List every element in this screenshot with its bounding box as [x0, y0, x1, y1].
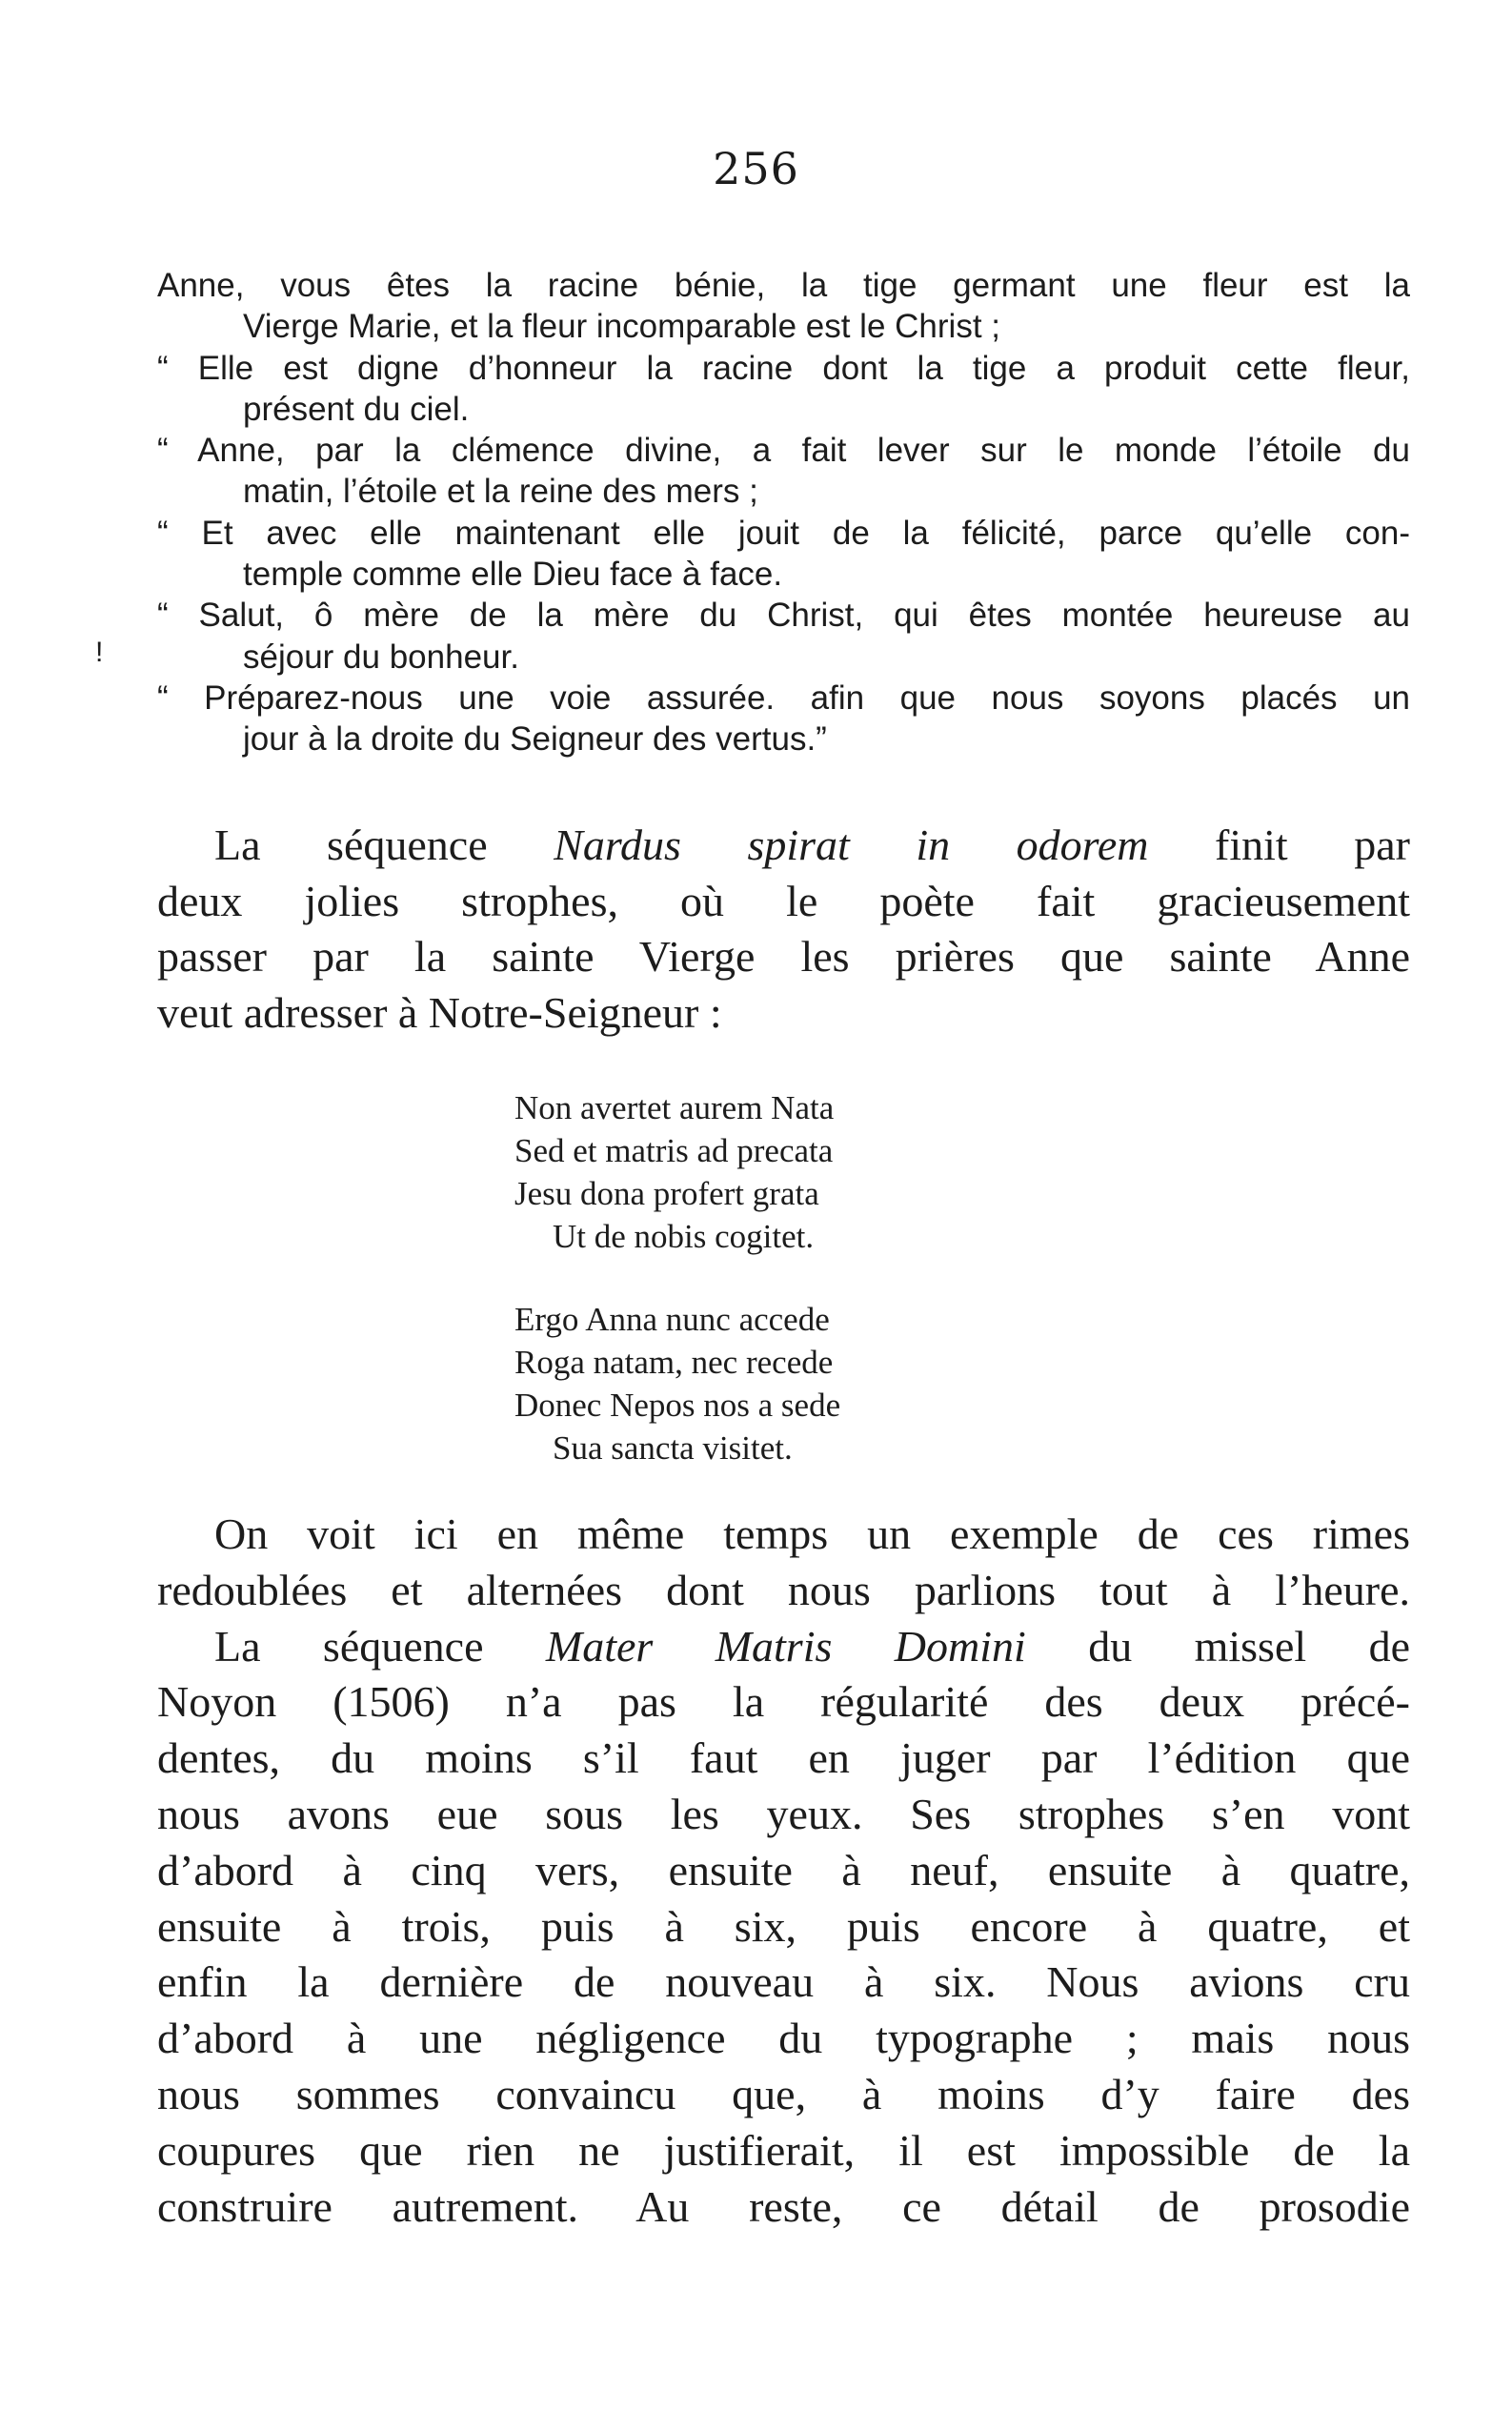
quote-line: temple comme elle Dieu face à face.: [243, 556, 783, 594]
paragraph-line: enfin la dernière de nouveau à six. Nous avions cru: [157, 1957, 1410, 2007]
paragraph-line: On voit ici en même temps un exemple de ces rimes: [214, 1509, 1410, 1558]
quote-line: “ Et avec elle maintenant elle jouit de la félicité, parce qu’elle con-: [157, 514, 1410, 552]
verse-line: Roga natam, nec recede: [514, 1344, 834, 1381]
text-run: La séquence: [214, 1621, 546, 1671]
latin-poem: [514, 1086, 840, 1509]
quote-line: matin, l’étoile et la reine des mers ;: [243, 473, 758, 511]
text-run: La séquence: [214, 820, 554, 869]
paragraph-line: deux jolies strophes, où le poète fait gracieusement: [157, 876, 1410, 925]
paragraph-line: ensuite à trois, puis à six, puis encore à quatre, et: [157, 1901, 1410, 1951]
page-number: 256: [713, 143, 799, 194]
paragraph-line: passer par la sainte Vierge les prières que sainte Anne: [157, 932, 1410, 982]
paragraph-line: construire autrement. Au reste, ce détail de prosodie: [157, 2181, 1410, 2231]
paragraph-nardus: [157, 818, 1410, 1041]
verse-line: Non avertet aurem Nata: [514, 1089, 835, 1126]
verse-line: Jesu dona profert grata: [514, 1175, 819, 1212]
paragraph-line: d’abord à cinq vers, ensuite à neuf, ensuite à quatre,: [157, 1845, 1410, 1894]
verse-line: Sua sancta visitet.: [553, 1429, 793, 1467]
paragraph-line: nous sommes convaincu que, à moins d’y faire des: [157, 2069, 1410, 2118]
quote-line: “ Salut, ô mère de la mère du Christ, qui êtes montée heureuse au: [157, 597, 1410, 635]
quote-line: présent du ciel.: [243, 390, 470, 428]
poem-stanza: [514, 1298, 840, 1469]
margin-mark: !: [95, 637, 104, 668]
verse-line: Ut de nobis cogitet.: [553, 1218, 815, 1255]
quote-line: séjour du bonheur.: [243, 638, 519, 676]
poem-stanza: [514, 1086, 840, 1258]
paragraph-line: veut adresser à Notre-Seigneur :: [157, 987, 722, 1037]
text-run: finit par: [1148, 820, 1410, 869]
quote-line: “ Elle est digne d’honneur la racine dont la tige a produit cette fleur,: [157, 349, 1410, 387]
paragraph-line: dentes, du moins s’il faut en juger par l’édition que: [157, 1733, 1410, 1783]
sequence-title: Nardus spirat in odorem: [554, 820, 1149, 869]
sequence-title: Mater Matris Domini: [545, 1621, 1026, 1671]
paragraph-line: nous avons eue sous les yeux. Ses strophes s’en vont: [157, 1789, 1410, 1838]
quote-line: “ Préparez-nous une voie assurée. afin que nous soyons placés un: [157, 679, 1410, 717]
quote-line: Anne, vous êtes la racine bénie, la tige germant une fleur est la: [157, 267, 1410, 304]
paragraph-line: redoublées et alternées dont nous parlions tout à l’heure.: [157, 1565, 1410, 1614]
paragraph-line: coupures que rien ne justifierait, il est impossible de la: [157, 2125, 1410, 2175]
paragraph-rimes: [157, 1507, 1410, 2235]
quote-line: Vierge Marie, et la fleur incomparable est le Christ ;: [243, 308, 1000, 346]
text-run: du missel de: [1025, 1621, 1410, 1671]
paragraph-line: d’abord à une négligence du typographe ; mais nous: [157, 2014, 1410, 2063]
paragraph-line: [157, 818, 1410, 874]
verse-line: Sed et matris ad precata: [514, 1132, 834, 1169]
verse-line: Ergo Anna nunc accede: [514, 1301, 830, 1338]
quote-line: jour à la droite du Seigneur des vertus.”: [243, 720, 827, 759]
quote-line: “ Anne, par la clémence divine, a fait lever sur le monde l’étoile du: [157, 432, 1410, 470]
paragraph-line: Noyon (1506) n’a pas la régularité des deux précé-: [157, 1677, 1410, 1727]
paragraph-line: [157, 1619, 1410, 1675]
verse-line: Donec Nepos nos a sede: [514, 1387, 841, 1424]
translation-quote: [157, 265, 1410, 760]
